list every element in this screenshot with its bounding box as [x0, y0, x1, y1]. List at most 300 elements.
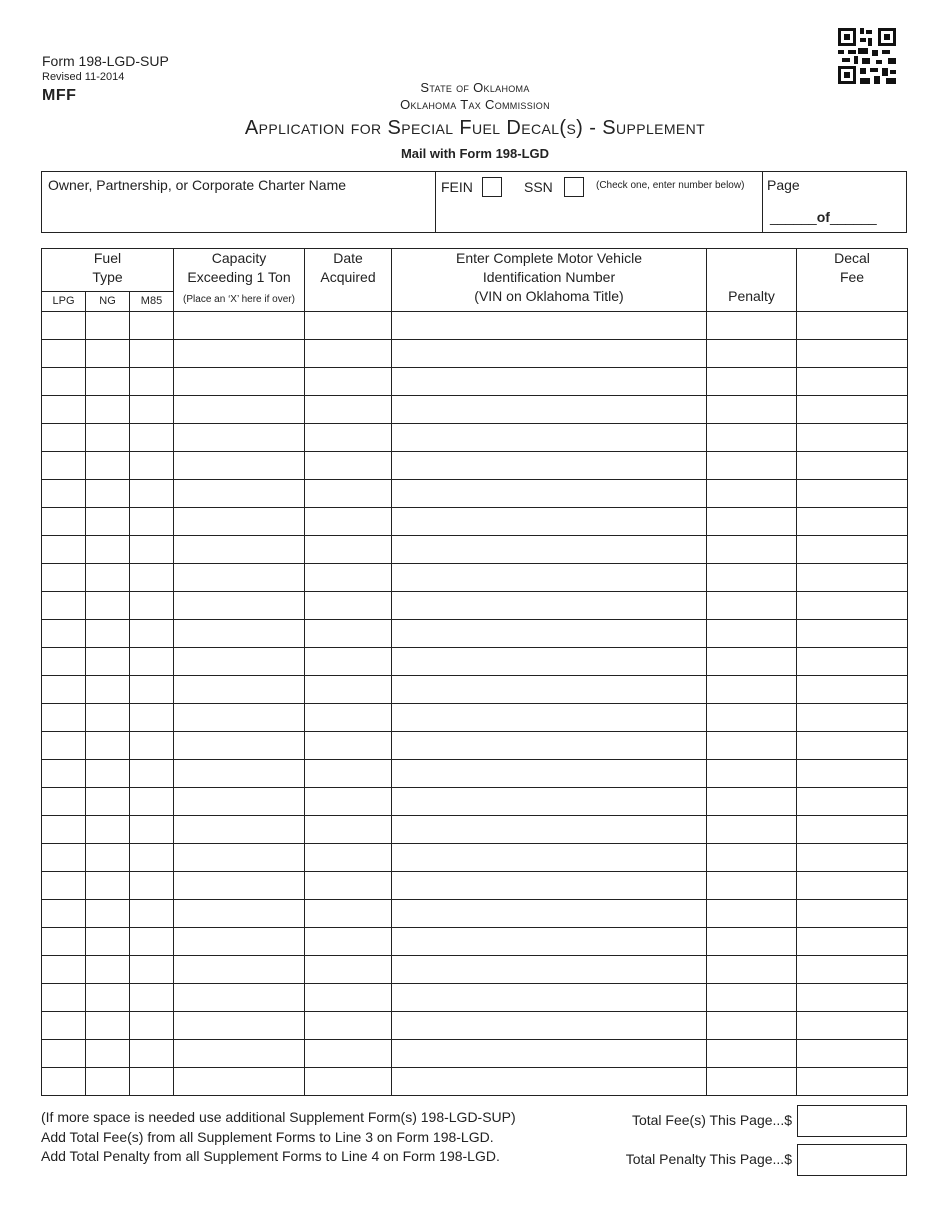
table-row	[42, 368, 908, 396]
vin-cell[interactable]	[392, 564, 707, 592]
date-acquired-cell[interactable]	[305, 956, 392, 984]
page-total-blank: ______	[829, 209, 877, 225]
m85-cell[interactable]	[130, 1040, 174, 1068]
capacity-cell[interactable]	[174, 368, 305, 396]
decal-fee-cell[interactable]	[797, 928, 908, 956]
page-label: Page	[767, 177, 800, 193]
ng-cell[interactable]	[86, 564, 130, 592]
ng-cell[interactable]	[86, 900, 130, 928]
vin-cell[interactable]	[392, 872, 707, 900]
vin-cell[interactable]	[392, 928, 707, 956]
date-acquired-cell[interactable]	[305, 452, 392, 480]
lpg-header: LPG	[42, 292, 86, 312]
penalty-cell[interactable]	[707, 508, 797, 536]
decal-fee-cell[interactable]	[797, 396, 908, 424]
page-of-label: of	[816, 209, 830, 225]
lpg-cell[interactable]	[42, 396, 86, 424]
m85-cell[interactable]	[130, 704, 174, 732]
date-acquired-cell[interactable]	[305, 900, 392, 928]
lpg-cell[interactable]	[42, 452, 86, 480]
date-acquired-cell[interactable]	[305, 396, 392, 424]
penalty-cell[interactable]	[707, 956, 797, 984]
m85-cell[interactable]	[130, 424, 174, 452]
m85-cell[interactable]	[130, 1068, 174, 1096]
penalty-cell[interactable]	[707, 704, 797, 732]
penalty-cell[interactable]	[707, 452, 797, 480]
capacity-cell[interactable]	[174, 984, 305, 1012]
fuel-type-header-line1: Fuel	[93, 250, 122, 266]
vin-header	[392, 249, 707, 312]
decal-fee-cell[interactable]	[797, 480, 908, 508]
lpg-cell[interactable]	[42, 704, 86, 732]
capacity-cell[interactable]	[174, 1012, 305, 1040]
m85-cell[interactable]	[130, 788, 174, 816]
lpg-cell[interactable]	[42, 312, 86, 340]
date-acquired-cell[interactable]	[305, 480, 392, 508]
capacity-cell[interactable]	[174, 536, 305, 564]
m85-cell[interactable]	[130, 564, 174, 592]
lpg-cell[interactable]	[42, 508, 86, 536]
ssn-checkbox[interactable]	[564, 177, 584, 197]
decal-fee-cell[interactable]	[797, 648, 908, 676]
m85-cell[interactable]	[130, 1012, 174, 1040]
table-row	[42, 452, 908, 480]
decal-fee-cell[interactable]	[797, 872, 908, 900]
capacity-cell[interactable]	[174, 928, 305, 956]
decal-fee-cell[interactable]	[797, 368, 908, 396]
ng-cell[interactable]	[86, 816, 130, 844]
check-instruction: (Check one, enter number below)	[596, 180, 745, 191]
date-acquired-cell[interactable]	[305, 536, 392, 564]
vin-cell[interactable]	[392, 788, 707, 816]
table-row	[42, 480, 908, 508]
ng-cell[interactable]	[86, 1040, 130, 1068]
vin-cell[interactable]	[392, 704, 707, 732]
vin-cell[interactable]	[392, 424, 707, 452]
decal-fee-cell[interactable]	[797, 452, 908, 480]
agency-name: Oklahoma Tax Commission	[400, 97, 550, 112]
decal-header-line1: Decal	[834, 250, 870, 266]
vin-cell[interactable]	[392, 480, 707, 508]
table-row	[42, 312, 908, 340]
decal-fee-cell[interactable]	[797, 704, 908, 732]
penalty-cell[interactable]	[707, 984, 797, 1012]
m85-cell[interactable]	[130, 648, 174, 676]
lpg-cell[interactable]	[42, 536, 86, 564]
penalty-cell[interactable]	[707, 872, 797, 900]
form-title: Application for Special Fuel Decal(s) - Supplement	[244, 117, 706, 139]
table-row	[42, 816, 908, 844]
page-number-blank: ______	[770, 209, 817, 225]
penalty-cell[interactable]	[707, 1012, 797, 1040]
table-row	[42, 648, 908, 676]
ng-cell[interactable]	[86, 676, 130, 704]
capacity-cell[interactable]	[174, 424, 305, 452]
decal-fee-cell[interactable]	[797, 536, 908, 564]
m85-cell[interactable]	[130, 368, 174, 396]
date-acquired-cell[interactable]	[305, 508, 392, 536]
penalty-header: Penalty	[707, 249, 797, 312]
penalty-cell[interactable]	[707, 816, 797, 844]
table-row	[42, 872, 908, 900]
lpg-cell[interactable]	[42, 1012, 86, 1040]
total-fee-field[interactable]	[797, 1105, 907, 1137]
date-acquired-cell[interactable]	[305, 844, 392, 872]
penalty-cell[interactable]	[707, 760, 797, 788]
penalty-cell[interactable]	[707, 1040, 797, 1068]
lpg-cell[interactable]	[42, 368, 86, 396]
table-row	[42, 676, 908, 704]
table-row	[42, 956, 908, 984]
date-acquired-cell[interactable]	[305, 592, 392, 620]
capacity-cell[interactable]	[174, 620, 305, 648]
vin-cell[interactable]	[392, 620, 707, 648]
date-acquired-cell[interactable]	[305, 704, 392, 732]
date-acquired-cell[interactable]	[305, 564, 392, 592]
decal-fee-cell[interactable]	[797, 1040, 908, 1068]
date-acquired-cell[interactable]	[305, 1012, 392, 1040]
table-row	[42, 1040, 908, 1068]
ng-cell[interactable]	[86, 620, 130, 648]
penalty-cell[interactable]	[707, 340, 797, 368]
table-row	[42, 844, 908, 872]
table-row	[42, 508, 908, 536]
penalty-cell[interactable]	[707, 900, 797, 928]
date-acquired-cell[interactable]	[305, 1040, 392, 1068]
decal-fee-cell[interactable]	[797, 816, 908, 844]
vin-cell[interactable]	[392, 844, 707, 872]
penalty-cell[interactable]	[707, 844, 797, 872]
penalty-cell[interactable]	[707, 676, 797, 704]
penalty-cell[interactable]	[707, 1068, 797, 1096]
vin-cell[interactable]	[392, 676, 707, 704]
vin-header-line1: Enter Complete Motor Vehicle	[456, 250, 642, 266]
date-acquired-cell[interactable]	[305, 760, 392, 788]
date-acquired-cell[interactable]	[305, 872, 392, 900]
date-acquired-cell[interactable]	[305, 620, 392, 648]
capacity-cell[interactable]	[174, 340, 305, 368]
fein-label: FEIN	[441, 179, 473, 195]
lpg-cell[interactable]	[42, 480, 86, 508]
vin-cell[interactable]	[392, 536, 707, 564]
lpg-cell[interactable]	[42, 1040, 86, 1068]
ng-cell[interactable]	[86, 452, 130, 480]
table-row	[42, 928, 908, 956]
capacity-cell[interactable]	[174, 704, 305, 732]
m85-cell[interactable]	[130, 508, 174, 536]
table-row	[42, 620, 908, 648]
ng-cell[interactable]	[86, 648, 130, 676]
qr-code-icon	[838, 28, 896, 84]
m85-cell[interactable]	[130, 396, 174, 424]
date-acquired-cell[interactable]	[305, 732, 392, 760]
vin-cell[interactable]	[392, 956, 707, 984]
table-row	[42, 1068, 908, 1096]
date-acquired-cell[interactable]	[305, 788, 392, 816]
m85-cell[interactable]	[130, 816, 174, 844]
penalty-cell[interactable]	[707, 648, 797, 676]
lpg-cell[interactable]	[42, 816, 86, 844]
lpg-cell[interactable]	[42, 788, 86, 816]
state-name: State of Oklahoma	[420, 80, 530, 95]
decal-fee-header	[797, 249, 908, 312]
date-acquired-cell[interactable]	[305, 816, 392, 844]
table-row	[42, 424, 908, 452]
penalty-cell[interactable]	[707, 368, 797, 396]
ng-cell[interactable]	[86, 872, 130, 900]
m85-cell[interactable]	[130, 760, 174, 788]
capacity-cell[interactable]	[174, 872, 305, 900]
decal-fee-cell[interactable]	[797, 900, 908, 928]
lpg-cell[interactable]	[42, 564, 86, 592]
ng-cell[interactable]	[86, 340, 130, 368]
capacity-cell[interactable]	[174, 760, 305, 788]
ng-cell[interactable]	[86, 368, 130, 396]
penalty-cell[interactable]	[707, 788, 797, 816]
date-acquired-cell[interactable]	[305, 368, 392, 396]
date-header-line2: Acquired	[320, 269, 376, 285]
vin-cell[interactable]	[392, 648, 707, 676]
divider	[762, 171, 763, 233]
total-fee-label: Total Fee(s) This Page...$	[631, 1112, 792, 1128]
lpg-cell[interactable]	[42, 984, 86, 1012]
table-row	[42, 592, 908, 620]
decal-fee-cell[interactable]	[797, 732, 908, 760]
m85-cell[interactable]	[130, 732, 174, 760]
total-penalty-field[interactable]	[797, 1144, 907, 1176]
date-acquired-cell[interactable]	[305, 424, 392, 452]
penalty-cell[interactable]	[707, 396, 797, 424]
ng-cell[interactable]	[86, 536, 130, 564]
vin-cell[interactable]	[392, 732, 707, 760]
capacity-cell[interactable]	[174, 452, 305, 480]
ng-cell[interactable]	[86, 760, 130, 788]
capacity-note: (Place an ‘X’ here if over)	[183, 294, 295, 305]
date-acquired-cell[interactable]	[305, 1068, 392, 1096]
vin-cell[interactable]	[392, 396, 707, 424]
lpg-cell[interactable]	[42, 900, 86, 928]
revised-date: Revised 11-2014	[42, 71, 125, 83]
form-number: Form 198-LGD-SUP	[42, 53, 169, 69]
table-row	[42, 732, 908, 760]
ng-cell[interactable]	[86, 732, 130, 760]
fuel-type-header-line2: Type	[92, 269, 123, 285]
capacity-cell[interactable]	[174, 1068, 305, 1096]
capacity-header-line1: Capacity	[211, 250, 267, 266]
decal-fee-cell[interactable]	[797, 312, 908, 340]
table-row	[42, 788, 908, 816]
date-acquired-cell[interactable]	[305, 676, 392, 704]
capacity-cell[interactable]	[174, 676, 305, 704]
penalty-cell[interactable]	[707, 620, 797, 648]
lpg-cell[interactable]	[42, 620, 86, 648]
ng-cell[interactable]	[86, 508, 130, 536]
penalty-cell[interactable]	[707, 480, 797, 508]
ng-header: NG	[86, 292, 130, 312]
decal-fee-cell[interactable]	[797, 984, 908, 1012]
ng-cell[interactable]	[86, 1012, 130, 1040]
footer-note-total-penalty: Add Total Penalty from all Supplement Forms to Line 4 on Form 198-LGD.	[41, 1148, 500, 1164]
decal-fee-cell[interactable]	[797, 564, 908, 592]
capacity-cell[interactable]	[174, 480, 305, 508]
table-row	[42, 760, 908, 788]
vin-cell[interactable]	[392, 760, 707, 788]
vin-cell[interactable]	[392, 592, 707, 620]
vin-cell[interactable]	[392, 984, 707, 1012]
table-row	[42, 396, 908, 424]
lpg-cell[interactable]	[42, 732, 86, 760]
vin-cell[interactable]	[392, 368, 707, 396]
m85-cell[interactable]	[130, 592, 174, 620]
m85-cell[interactable]	[130, 844, 174, 872]
decal-fee-cell[interactable]	[797, 1068, 908, 1096]
owner-name-label: Owner, Partnership, or Corporate Charter Name	[48, 177, 347, 193]
table-row	[42, 984, 908, 1012]
date-acquired-cell[interactable]	[305, 928, 392, 956]
vin-cell[interactable]	[392, 816, 707, 844]
penalty-cell[interactable]	[707, 564, 797, 592]
page-of-field[interactable]	[770, 209, 877, 225]
capacity-cell[interactable]	[174, 648, 305, 676]
decal-fee-cell[interactable]	[797, 620, 908, 648]
ng-cell[interactable]	[86, 1068, 130, 1096]
vin-cell[interactable]	[392, 452, 707, 480]
date-acquired-cell[interactable]	[305, 340, 392, 368]
vin-cell[interactable]	[392, 1040, 707, 1068]
m85-cell[interactable]	[130, 900, 174, 928]
lpg-cell[interactable]	[42, 928, 86, 956]
decal-fee-cell[interactable]	[797, 676, 908, 704]
capacity-cell[interactable]	[174, 396, 305, 424]
m85-cell[interactable]	[130, 452, 174, 480]
form-code: MFF	[42, 87, 77, 104]
m85-cell[interactable]	[130, 536, 174, 564]
capacity-cell[interactable]	[174, 564, 305, 592]
m85-cell[interactable]	[130, 872, 174, 900]
decal-fee-cell[interactable]	[797, 956, 908, 984]
lpg-cell[interactable]	[42, 424, 86, 452]
decal-fee-cell[interactable]	[797, 508, 908, 536]
table-row	[42, 340, 908, 368]
lpg-cell[interactable]	[42, 1068, 86, 1096]
form-subtitle: Mail with Form 198-LGD	[400, 146, 550, 161]
m85-header: M85	[130, 292, 174, 312]
lpg-cell[interactable]	[42, 340, 86, 368]
vin-header-line3: (VIN on Oklahoma Title)	[474, 288, 624, 304]
decal-fee-cell[interactable]	[797, 340, 908, 368]
ng-cell[interactable]	[86, 480, 130, 508]
footer-note-more-space: (If more space is needed use additional Supplement Form(s) 198-LGD-SUP)	[41, 1109, 516, 1125]
table-row	[42, 564, 908, 592]
m85-cell[interactable]	[130, 956, 174, 984]
ng-cell[interactable]	[86, 956, 130, 984]
decal-fee-cell[interactable]	[797, 424, 908, 452]
m85-cell[interactable]	[130, 676, 174, 704]
ng-cell[interactable]	[86, 844, 130, 872]
capacity-header	[174, 249, 305, 312]
table-row	[42, 704, 908, 732]
date-acquired-cell[interactable]	[305, 648, 392, 676]
penalty-cell[interactable]	[707, 592, 797, 620]
lpg-cell[interactable]	[42, 648, 86, 676]
decal-fee-cell[interactable]	[797, 844, 908, 872]
capacity-cell[interactable]	[174, 956, 305, 984]
ng-cell[interactable]	[86, 788, 130, 816]
ng-cell[interactable]	[86, 704, 130, 732]
table-row	[42, 900, 908, 928]
vin-cell[interactable]	[392, 312, 707, 340]
divider	[435, 171, 436, 233]
capacity-cell[interactable]	[174, 788, 305, 816]
decal-fee-cell[interactable]	[797, 592, 908, 620]
capacity-cell[interactable]	[174, 900, 305, 928]
decal-fee-cell[interactable]	[797, 1012, 908, 1040]
m85-cell[interactable]	[130, 928, 174, 956]
capacity-header-line2: Exceeding 1 Ton	[187, 269, 291, 285]
date-acquired-header	[305, 249, 392, 312]
lpg-cell[interactable]	[42, 676, 86, 704]
m85-cell[interactable]	[130, 984, 174, 1012]
capacity-cell[interactable]	[174, 312, 305, 340]
lpg-cell[interactable]	[42, 760, 86, 788]
vin-cell[interactable]	[392, 340, 707, 368]
penalty-cell[interactable]	[707, 732, 797, 760]
m85-cell[interactable]	[130, 312, 174, 340]
capacity-cell[interactable]	[174, 844, 305, 872]
date-acquired-cell[interactable]	[305, 312, 392, 340]
table-row	[42, 536, 908, 564]
ng-cell[interactable]	[86, 424, 130, 452]
table-row	[42, 1012, 908, 1040]
date-header-line1: Date	[333, 250, 363, 266]
ng-cell[interactable]	[86, 592, 130, 620]
lpg-cell[interactable]	[42, 592, 86, 620]
penalty-cell[interactable]	[707, 424, 797, 452]
lpg-cell[interactable]	[42, 844, 86, 872]
fuel-type-header	[42, 249, 174, 292]
ng-cell[interactable]	[86, 312, 130, 340]
penalty-cell[interactable]	[707, 312, 797, 340]
ssn-label: SSN	[524, 179, 553, 195]
ng-cell[interactable]	[86, 396, 130, 424]
lpg-cell[interactable]	[42, 956, 86, 984]
penalty-cell[interactable]	[707, 928, 797, 956]
vin-cell[interactable]	[392, 508, 707, 536]
fein-checkbox[interactable]	[482, 177, 502, 197]
ng-cell[interactable]	[86, 984, 130, 1012]
date-acquired-cell[interactable]	[305, 984, 392, 1012]
capacity-cell[interactable]	[174, 1040, 305, 1068]
total-penalty-label: Total Penalty This Page...$	[625, 1151, 792, 1167]
m85-cell[interactable]	[130, 480, 174, 508]
decal-fee-cell[interactable]	[797, 760, 908, 788]
vehicle-table	[41, 248, 908, 1096]
vin-cell[interactable]	[392, 1068, 707, 1096]
capacity-cell[interactable]	[174, 592, 305, 620]
ng-cell[interactable]	[86, 928, 130, 956]
lpg-cell[interactable]	[42, 872, 86, 900]
penalty-cell[interactable]	[707, 536, 797, 564]
decal-fee-cell[interactable]	[797, 788, 908, 816]
capacity-cell[interactable]	[174, 732, 305, 760]
m85-cell[interactable]	[130, 620, 174, 648]
vin-header-line2: Identification Number	[482, 269, 616, 285]
vin-cell[interactable]	[392, 900, 707, 928]
vin-cell[interactable]	[392, 1012, 707, 1040]
capacity-cell[interactable]	[174, 816, 305, 844]
m85-cell[interactable]	[130, 340, 174, 368]
capacity-cell[interactable]	[174, 508, 305, 536]
